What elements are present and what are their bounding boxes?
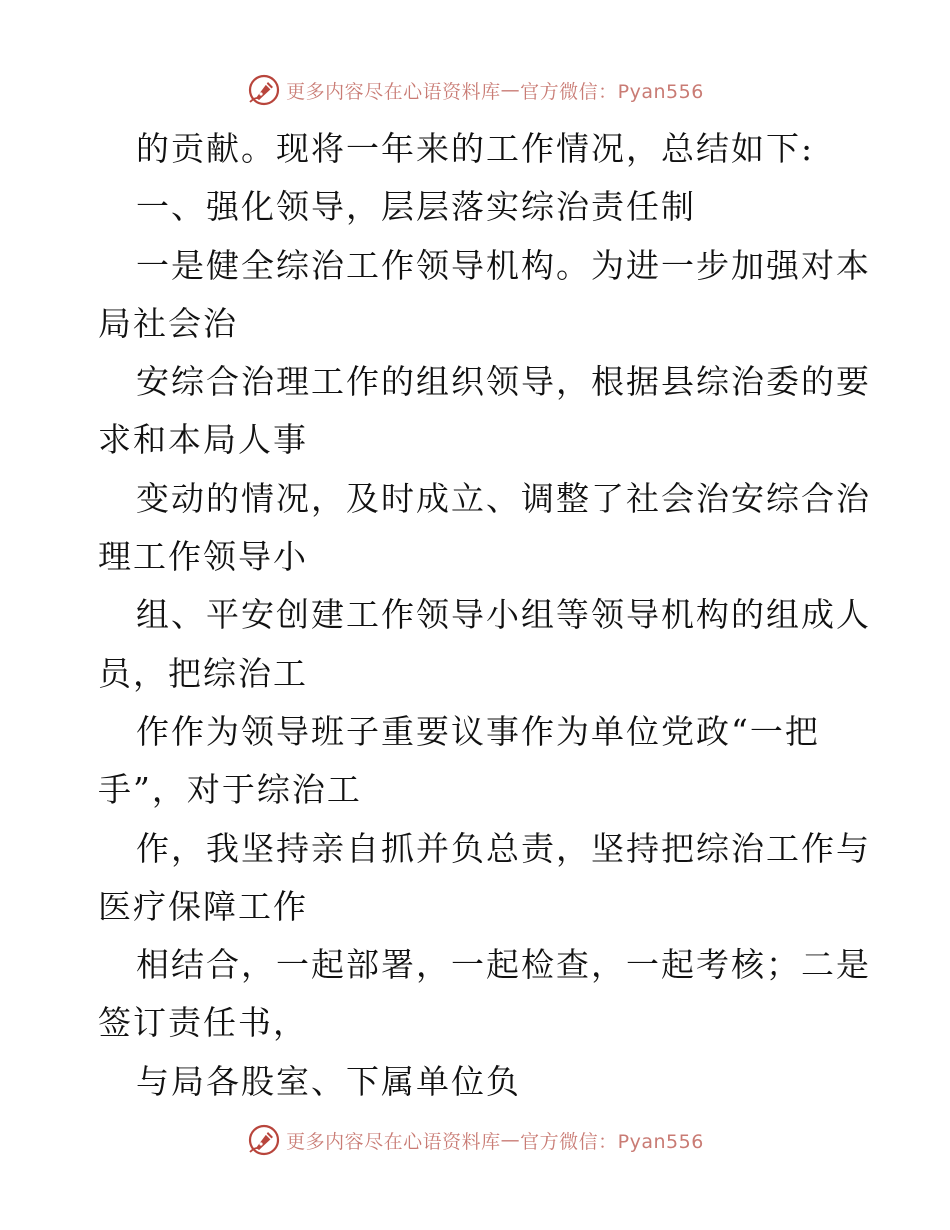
watermark-contact-text: 官方微信：Pyan556 [520,80,704,103]
text-line: 签订责任书， [98,1003,308,1043]
text-line: 变动的情况，及时成立、调整了社会治安综合治 [136,478,871,518]
text-line: 与局各股室、下属单位负 [136,1061,521,1101]
watermark-footer [0,1120,950,1160]
text-line: 作，我坚持亲自抓并负总责，坚持把综治工作与 [136,828,871,868]
text-line: 组、平安创建工作领导小组等领导机构的组成人 [136,595,871,635]
text-line: 安综合治理工作的组织领导，根据县综治委的要 [136,362,871,402]
text-line: 手”，对于综治工 [98,770,362,810]
watermark-separator: — [500,1129,521,1151]
watermark-header [0,70,950,110]
watermark-contact-text: 官方微信：Pyan556 [520,1130,704,1153]
text-line: 局社会治 [98,303,238,343]
watermark-separator: — [500,79,521,101]
text-line: 医疗保障工作 [98,886,308,926]
text-line: 相结合，一起部署，一起检查，一起考核；二是 [136,945,871,985]
text-line: 作作为领导班子重要议事作为单位党政“一把 [136,711,820,751]
text-line: 一是健全综治工作领导机构。为进一步加强对本 [136,245,871,285]
text-line: 的贡献。现将一年来的工作情况，总结如下: [136,129,815,168]
document-body [98,120,871,1111]
text-line: 理工作领导小 [98,537,308,577]
watermark-site-text: 更多内容尽在心语资料库 [286,80,501,103]
text-line: 求和本局人事 [98,420,308,460]
section-heading: 一、强化领导，层层落实综治责任制 [136,187,696,227]
pen-nib-logo-icon [246,1122,282,1158]
watermark-site-text: 更多内容尽在心语资料库 [286,1130,501,1153]
text-line: 员，把综治工 [98,653,308,693]
pen-nib-logo-icon [246,72,282,108]
